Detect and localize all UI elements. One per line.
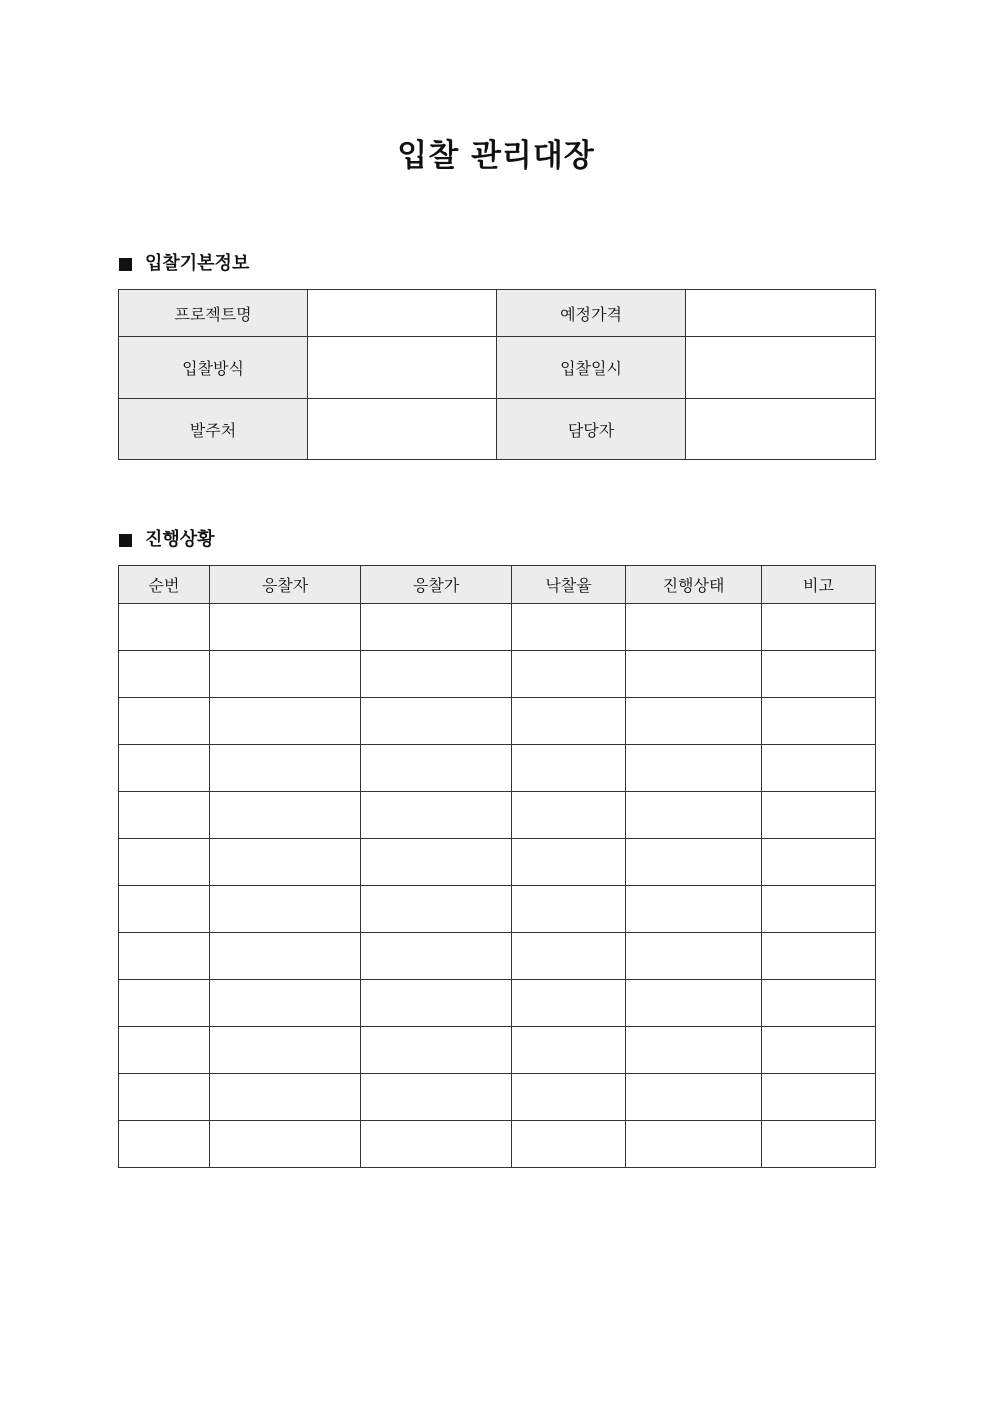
column-header-status: 진행상태: [626, 566, 762, 604]
bid-datetime-label: 입찰일시: [497, 337, 686, 399]
remarks-cell[interactable]: [762, 886, 876, 933]
bid-method-label: 입찰방식: [119, 337, 308, 399]
bid-price-cell[interactable]: [361, 604, 512, 651]
manager-field[interactable]: [686, 399, 876, 460]
progress-heading: [119, 527, 215, 553]
bidder-cell[interactable]: [210, 651, 361, 698]
bidder-cell[interactable]: [210, 980, 361, 1027]
seq-cell[interactable]: [119, 1121, 210, 1168]
bidder-cell[interactable]: [210, 792, 361, 839]
status-cell[interactable]: [626, 980, 762, 1027]
client-label: 발주처: [119, 399, 308, 460]
table-row: [119, 1027, 876, 1074]
column-header-bid-price: 응찰가: [361, 566, 512, 604]
remarks-cell[interactable]: [762, 933, 876, 980]
table-row: [119, 604, 876, 651]
seq-cell[interactable]: [119, 651, 210, 698]
project-name-label: 프로젝트명: [119, 290, 308, 337]
column-header-seq: 순번: [119, 566, 210, 604]
award-rate-cell[interactable]: [512, 886, 626, 933]
bidder-cell[interactable]: [210, 1074, 361, 1121]
table-row: [119, 792, 876, 839]
column-header-remarks: 비고: [762, 566, 876, 604]
table-row: [119, 698, 876, 745]
remarks-cell[interactable]: [762, 651, 876, 698]
progress-table-body: [119, 604, 876, 1168]
table-row: [119, 886, 876, 933]
bid-price-cell[interactable]: [361, 839, 512, 886]
seq-cell[interactable]: [119, 1074, 210, 1121]
bid-price-cell[interactable]: [361, 651, 512, 698]
status-cell[interactable]: [626, 604, 762, 651]
bidder-cell[interactable]: [210, 933, 361, 980]
seq-cell[interactable]: [119, 1027, 210, 1074]
bidder-cell[interactable]: [210, 604, 361, 651]
seq-cell[interactable]: [119, 698, 210, 745]
status-cell[interactable]: [626, 839, 762, 886]
progress-table: [118, 565, 876, 1168]
award-rate-cell[interactable]: [512, 933, 626, 980]
basic-info-heading-label: 입찰기본정보: [145, 253, 250, 274]
status-cell[interactable]: [626, 886, 762, 933]
column-header-bidder: 응찰자: [210, 566, 361, 604]
award-rate-cell[interactable]: [512, 980, 626, 1027]
page-title: 입찰 관리대장: [397, 138, 595, 174]
award-rate-cell[interactable]: [512, 1027, 626, 1074]
progress-header-row: [119, 566, 876, 604]
progress-heading-label: 진행상황: [145, 529, 215, 550]
seq-cell[interactable]: [119, 745, 210, 792]
remarks-cell[interactable]: [762, 980, 876, 1027]
bidder-cell[interactable]: [210, 1027, 361, 1074]
remarks-cell[interactable]: [762, 839, 876, 886]
status-cell[interactable]: [626, 933, 762, 980]
award-rate-cell[interactable]: [512, 745, 626, 792]
remarks-cell[interactable]: [762, 1027, 876, 1074]
estimated-price-label: 예정가격: [497, 290, 686, 337]
status-cell[interactable]: [626, 792, 762, 839]
bid-price-cell[interactable]: [361, 1027, 512, 1074]
seq-cell[interactable]: [119, 792, 210, 839]
bid-price-cell[interactable]: [361, 698, 512, 745]
table-row: [119, 1074, 876, 1121]
estimated-price-field[interactable]: [686, 290, 876, 337]
table-row: [119, 839, 876, 886]
column-header-award-rate: 낙찰율: [512, 566, 626, 604]
basic-info-row: [119, 290, 876, 337]
status-cell[interactable]: [626, 651, 762, 698]
award-rate-cell[interactable]: [512, 651, 626, 698]
status-cell[interactable]: [626, 698, 762, 745]
client-field[interactable]: [308, 399, 497, 460]
basic-info-row: [119, 337, 876, 399]
table-row: [119, 933, 876, 980]
seq-cell[interactable]: [119, 933, 210, 980]
remarks-cell[interactable]: [762, 698, 876, 745]
bid-price-cell[interactable]: [361, 933, 512, 980]
status-cell[interactable]: [626, 745, 762, 792]
table-row: [119, 1121, 876, 1168]
bid-price-cell[interactable]: [361, 886, 512, 933]
status-cell[interactable]: [626, 1121, 762, 1168]
award-rate-cell[interactable]: [512, 792, 626, 839]
project-name-field[interactable]: [308, 290, 497, 337]
award-rate-cell[interactable]: [512, 839, 626, 886]
bid-price-cell[interactable]: [361, 1074, 512, 1121]
remarks-cell[interactable]: [762, 1074, 876, 1121]
seq-cell[interactable]: [119, 604, 210, 651]
seq-cell[interactable]: [119, 886, 210, 933]
remarks-cell[interactable]: [762, 1121, 876, 1168]
award-rate-cell[interactable]: [512, 698, 626, 745]
bidder-cell[interactable]: [210, 698, 361, 745]
bid-price-cell[interactable]: [361, 980, 512, 1027]
award-rate-cell[interactable]: [512, 1074, 626, 1121]
bid-price-cell[interactable]: [361, 1121, 512, 1168]
basic-info-table: [118, 289, 876, 460]
bidder-cell[interactable]: [210, 886, 361, 933]
seq-cell[interactable]: [119, 839, 210, 886]
basic-info-row: [119, 399, 876, 460]
bid-price-cell[interactable]: [361, 792, 512, 839]
status-cell[interactable]: [626, 1027, 762, 1074]
table-row: [119, 651, 876, 698]
bidder-cell[interactable]: [210, 839, 361, 886]
seq-cell[interactable]: [119, 980, 210, 1027]
remarks-cell[interactable]: [762, 745, 876, 792]
status-cell[interactable]: [626, 1074, 762, 1121]
award-rate-cell[interactable]: [512, 604, 626, 651]
bidder-cell[interactable]: [210, 1121, 361, 1168]
bid-method-field[interactable]: [308, 337, 497, 399]
manager-label: 담당자: [497, 399, 686, 460]
remarks-cell[interactable]: [762, 792, 876, 839]
bid-datetime-field[interactable]: [686, 337, 876, 399]
bid-price-cell[interactable]: [361, 745, 512, 792]
table-row: [119, 980, 876, 1027]
bidder-cell[interactable]: [210, 745, 361, 792]
table-row: [119, 745, 876, 792]
square-bullet-icon: [119, 534, 132, 547]
award-rate-cell[interactable]: [512, 1121, 626, 1168]
remarks-cell[interactable]: [762, 604, 876, 651]
square-bullet-icon: [119, 258, 132, 271]
basic-info-heading: [119, 251, 249, 277]
